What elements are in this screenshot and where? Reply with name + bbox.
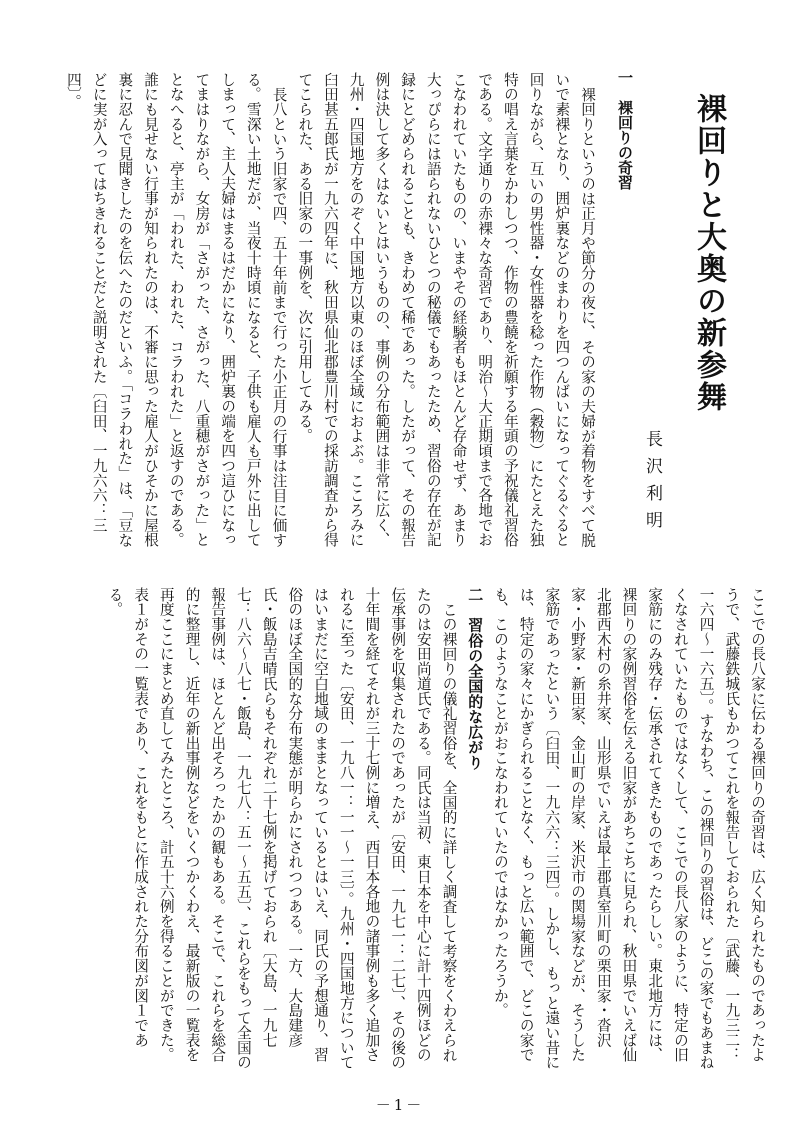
section-1-paragraph-1: 裸回りというのは正月や節分の夜に、その家の夫婦が着物をすべて脱いで素裸となり、囲炉裏などのまわりを四つんばいになってぐるぐると回りながら、互いの男性器・女性器を稔った作物（穀物）にたとえた独特の唱え言葉をかわしつつ、作物の豊饒を祈願する年頭の予祝儀礼習俗である。文字通りの赤裸々な奇習であり、明治～大正期頃まで各地でおこなわれていたものの、いまやその経験者もほとんど存命せず、あまり大っぴらには語られないひとつの秘儀でもあったため、習俗の存在が記録にとどめられることも、きわめて稀であった。したがって、その報告例は決して多くはないとはいうものの、事例の分布範囲は非常に広く、九州・四国地方をのぞく中国地方以東のほぼ全域におよぶ。こころみに臼田甚五郎氏が一九六四年に、秋田県仙北郡豊川村での採訪調査から得てこられた、ある旧家の一事例を、次に引用してみる。	[296, 72, 596, 548]
section-1-continuation: ここでの長八家に伝わる裸回りの奇習は、広く知られたものであったようで、武藤鉄城氏もかつてこれを報告しておられた〔武藤、一九三二：一六四～一六五〕。すなわち、この裸回りの習俗は、どこの家でもあまねくなされていたものではなくして、ここでの長八家のように、特定の旧家筋にのみ残存・伝承されてきたものであったらしい。東北地方には、裸回りの家例習俗を伝える旧家があちこちに見られ、秋田県でいえば仙北郡西木村の糸井家、山形県でいえば最上郡真室川町の栗田家・沓沢家・小野家・新田家、金山町の岸家、米沢市の関場家などが、そうした家筋であったという〔臼田、一九六六：三四〕。しかし、もっと遠い昔には、特定の家々にかぎられることなく、もっと広い範囲で、どこの家でも、このようなことがおこなわれていたのではなかったろうか。	[491, 587, 766, 1070]
page-number: －1－	[375, 1096, 425, 1114]
section-2-paragraph-1: この裸回りの儀礼習俗を、全国的に詳しく調査して考察をくわえられたのは安田尚道氏である。同氏は当初、東日本を中心に計十四例ほどの伝承事例を収集されたのであったが〔安田、一九七一：二七〕、その後の十年間を経てそれが三十七例に増え、西日本各地の諸事例も多く追加されるに至った〔安田、一九八一：一一～一三〕。九州・四国地方についてはいまだに空白地域のままとなっているとはいえ、同氏の予想通り、習俗のほぼ全国的な分布実態が明らかにされつつある。一方、大島建彦氏・飯島吉晴氏らもそれぞれ二十七例を掲げておられ〔大島、一九七七：八六～八七・飯島、一九七八：五一～五五〕、これらをもって全国の報告事例は、ほとんど出そろったかの観もある。そこで、これらを総合的に整理し、近年の新出事例などをいくつかくわえ、最新版の一覧表を再度ここにまとめ直してみたところ、計五十六例を得ることができた。表１がその一覧表であり、これをもとに作成された分布図が図１である。	[106, 587, 458, 1070]
section-2-heading: 二 習俗の全国的な広がり	[466, 587, 485, 770]
article-title: 裸回りと大奥の新参舞	[691, 93, 726, 413]
section-1-quotation: 長八という旧家で四、五十年前まで行った小正月の行事は注目に価する。雪深い土地だが、当夜十時頃になると、子供も雇人も戸外に出してしまって、主人夫婦はまるはだかになり、囲炉裏の端を四つ這ひになってまはりながら、女房が「さがった、さがった、八重穂がさがった」ととなへると、亭主が「われた、われた、コラわれた」と返すのである。誰にも見せない行事が知られたのは、不審に思った雇人がひそかに屋根裏に忍んで見聞きしたのを伝へたのだといふ。「コラわれた」は、「豆などに実が入ってはちきれることだと説明された〔臼田、一九六六：三四〕。	[64, 72, 288, 548]
section-1-heading: 一 裸回りの奇習	[616, 70, 634, 190]
author-name: 長沢利明	[642, 430, 662, 538]
upper-column	[64, 72, 600, 557]
lower-column	[70, 587, 770, 1072]
